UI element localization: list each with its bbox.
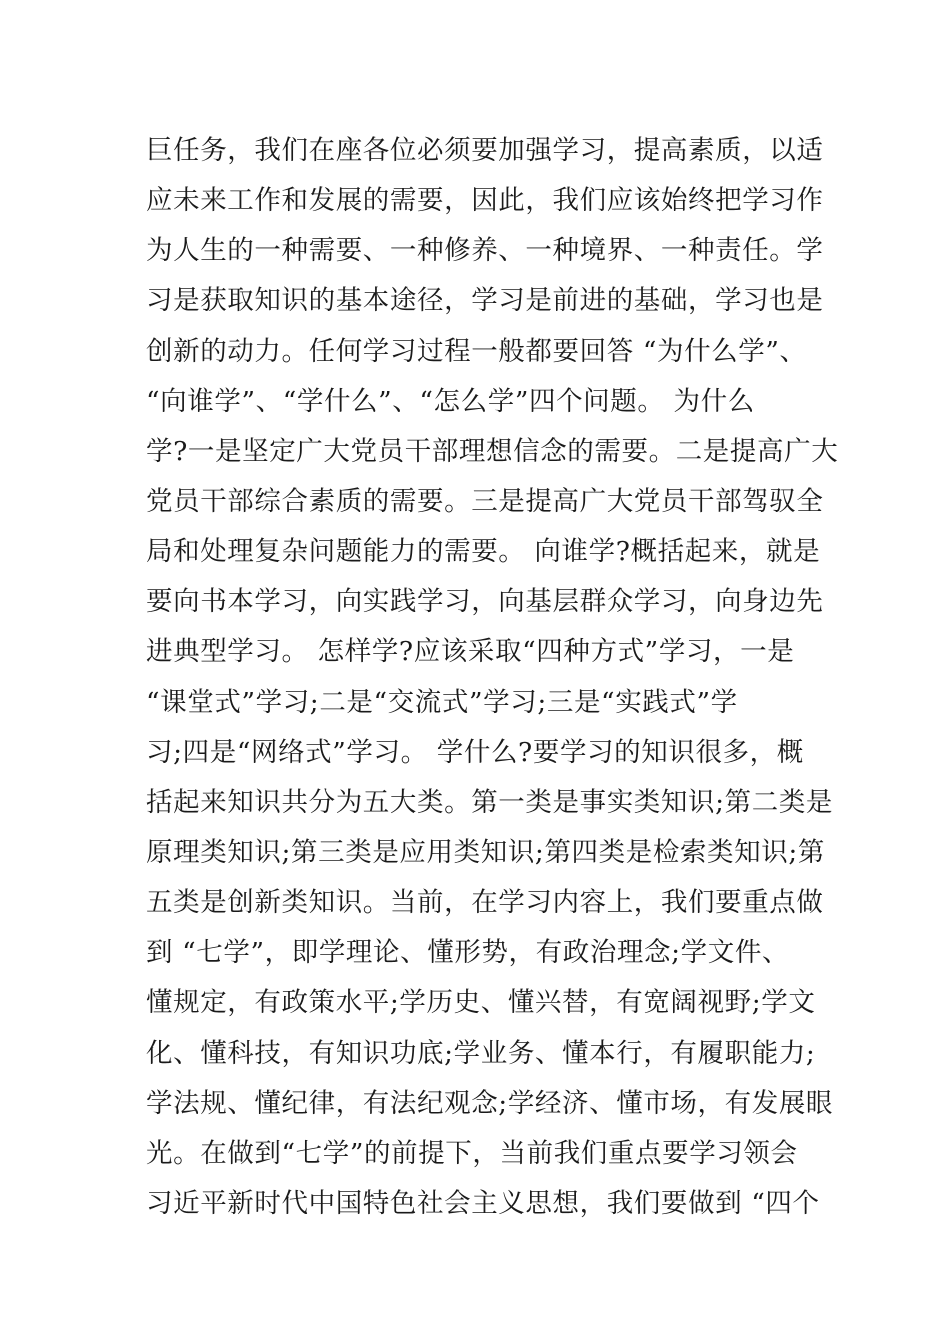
text-line: 习;四是“网络式”学习。 学什么?要学习的知识很多，概 — [146, 736, 804, 768]
text-line: 五类是创新类知识。当前，在学习内容上，我们要重点做 — [146, 887, 824, 919]
text-line: 习是获取知识的基本途径，学习是前进的基础，学习也是 — [146, 285, 824, 317]
text-line: 为人生的一种需要、一种修养、一种境界、一种责任。学 — [146, 235, 824, 267]
text-line: 学法规、懂纪律，有法纪观念;学经济、懂市场，有发展眼 — [146, 1087, 834, 1119]
text-line: 党员干部综合素质的需要。三是提高广大党员干部驾驭全 — [146, 485, 824, 517]
text-line: 到 “七学”，即学理论、懂形势，有政治理念;学文件、 — [146, 937, 790, 969]
text-line: “向谁学”、“学什么”、“怎么学”四个问题。 为什么 — [146, 385, 755, 417]
text-line: 创新的动力。任何学习过程一般都要回答 “为什么学”、 — [146, 335, 807, 367]
text-line: 学?一是坚定广大党员干部理想信念的需要。二是提高广大 — [146, 435, 839, 467]
text-line: 要向书本学习，向实践学习，向基层群众学习，向身边先 — [146, 586, 824, 618]
text-line: 进典型学习。 怎样学?应该采取“四种方式”学习，一是 — [146, 636, 795, 668]
text-line: 化、懂科技，有知识功底;学业务、懂本行，有履职能力; — [146, 1037, 816, 1069]
text-line: 原理类知识;第三类是应用类知识;第四类是检索类知识;第 — [146, 836, 825, 868]
text-line: 局和处理复杂问题能力的需要。 向谁学?概括起来，就是 — [146, 536, 821, 568]
text-line: 应未来工作和发展的需要，因此，我们应该始终把学习作 — [146, 185, 824, 217]
text-line: “课堂式”学习;二是“交流式”学习;三是“实践式”学 — [146, 686, 738, 718]
text-line: 懂规定，有政策水平;学历史、懂兴替，有宽阔视野;学文 — [146, 987, 816, 1019]
text-line: 括起来知识共分为五大类。第一类是事实类知识;第二类是 — [146, 786, 834, 818]
text-line: 光。在做到“七学”的前提下，当前我们重点要学习领会 — [146, 1137, 798, 1169]
text-line: 巨任务，我们在座各位必须要加强学习，提高素质，以适 — [146, 135, 824, 166]
text-line: 习近平新时代中国特色社会主义思想，我们要做到 “四个 — [146, 1187, 820, 1219]
body-text — [146, 126, 839, 1229]
